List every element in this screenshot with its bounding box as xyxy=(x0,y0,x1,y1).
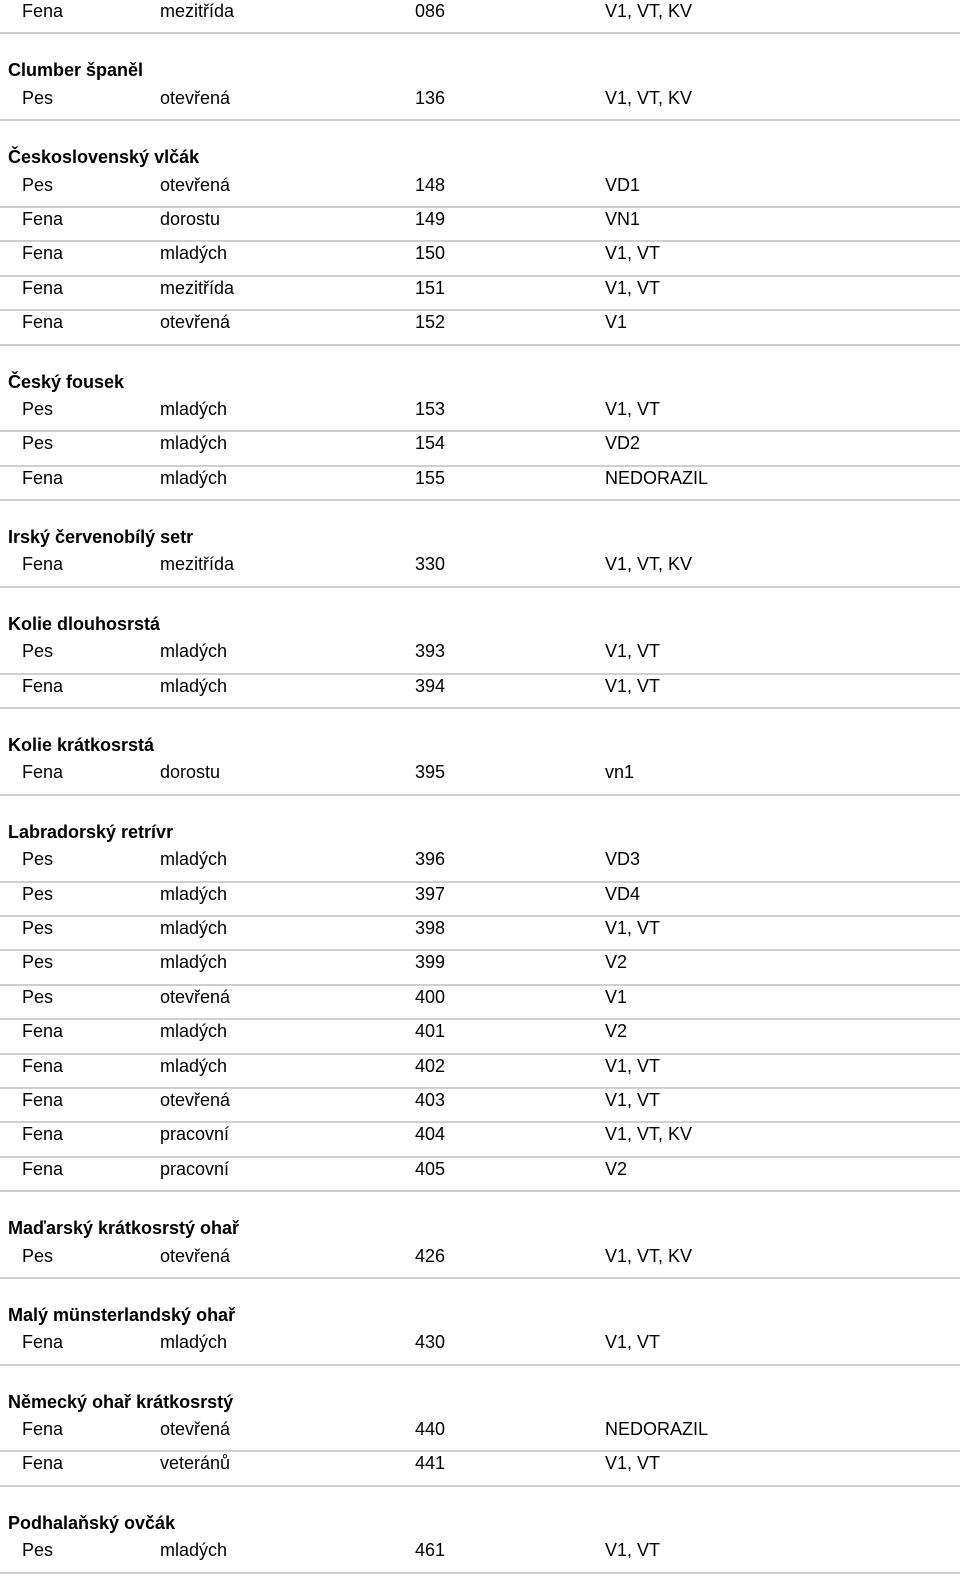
result-row xyxy=(0,883,960,917)
sex-cell: Pes xyxy=(22,1245,54,1266)
result-row xyxy=(0,174,960,208)
catalog-number-cell: 397 xyxy=(415,883,446,904)
catalog-number-cell: 148 xyxy=(415,174,446,195)
class-cell: mladých xyxy=(160,641,228,662)
breed-name: Irský červenobílý setr xyxy=(8,527,194,548)
class-cell: mladých xyxy=(160,1332,228,1353)
class-cell: mladých xyxy=(160,883,228,904)
class-cell: otevřená xyxy=(160,312,231,333)
grade-cell: V1, VT xyxy=(605,1332,661,1353)
sex-cell: Fena xyxy=(22,467,64,488)
class-cell: mladých xyxy=(160,952,228,973)
breed-section-header xyxy=(0,346,960,398)
grade-cell: VD3 xyxy=(605,849,641,870)
breed-name: Kolie dlouhosrstá xyxy=(8,613,161,634)
sex-cell: Fena xyxy=(22,1055,64,1076)
grade-cell: V1, VT xyxy=(605,1453,661,1474)
catalog-number-cell: 398 xyxy=(415,917,446,938)
breed-name: Labradorský retrívr xyxy=(8,821,174,842)
result-row xyxy=(0,311,960,345)
sex-cell: Fena xyxy=(22,1453,64,1474)
sex-cell: Pes xyxy=(22,883,54,904)
breed-section-header xyxy=(0,1487,960,1539)
sex-cell: Pes xyxy=(22,641,54,662)
class-cell: otevřená xyxy=(160,87,231,108)
sex-cell: Pes xyxy=(22,986,54,1007)
catalog-number-cell: 394 xyxy=(415,675,446,696)
breed-name: Malý münsterlandský ohař xyxy=(8,1304,236,1325)
sex-cell: Fena xyxy=(22,1124,64,1145)
breed-name: Český fousek xyxy=(8,371,125,392)
result-row xyxy=(0,553,960,587)
breed-name: Clumber španěl xyxy=(8,60,144,81)
result-row xyxy=(0,1539,960,1573)
breed-name: Maďarský krátkosrstý ohař xyxy=(8,1218,240,1239)
catalog-number-cell: 399 xyxy=(415,952,446,973)
result-row xyxy=(0,640,960,674)
breed-section-header xyxy=(0,1192,960,1244)
catalog-number-cell: 155 xyxy=(415,467,446,488)
result-row xyxy=(0,1331,960,1365)
grade-cell: V1 xyxy=(605,986,628,1007)
breed-name: Československý vlčák xyxy=(8,147,200,168)
grade-cell: V1, VT xyxy=(605,1540,661,1561)
sex-cell: Pes xyxy=(22,398,54,419)
sex-cell: Pes xyxy=(22,849,54,870)
breed-section-header xyxy=(0,1366,960,1418)
class-cell: mladých xyxy=(160,433,228,454)
class-cell: mladých xyxy=(160,243,228,264)
catalog-number-cell: 154 xyxy=(415,433,446,454)
catalog-number-cell: 404 xyxy=(415,1124,446,1145)
breed-section-header xyxy=(0,501,960,553)
breed-name: Německý ohař krátkosrstý xyxy=(8,1391,234,1412)
sex-cell: Pes xyxy=(22,952,54,973)
grade-cell: V1, VT, KV xyxy=(605,554,693,575)
catalog-number-cell: 441 xyxy=(415,1453,446,1474)
grade-cell: V1, VT xyxy=(605,641,661,662)
result-row xyxy=(0,398,960,432)
class-cell: mladých xyxy=(160,675,228,696)
grade-cell: V2 xyxy=(605,952,628,973)
result-row xyxy=(0,208,960,242)
class-cell: mezitřída xyxy=(160,277,235,298)
sex-cell: Pes xyxy=(22,174,54,195)
result-row xyxy=(0,1055,960,1089)
result-row xyxy=(0,1245,960,1279)
catalog-number-cell: 330 xyxy=(415,554,446,575)
grade-cell: V1, VT xyxy=(605,675,661,696)
class-cell: mladých xyxy=(160,1540,228,1561)
breed-name: Podhalaňský ovčák xyxy=(8,1512,176,1533)
sex-cell: Fena xyxy=(22,1,64,21)
sex-cell: Fena xyxy=(22,1021,64,1042)
class-cell: mladých xyxy=(160,398,228,419)
catalog-number-cell: 150 xyxy=(415,243,446,264)
sex-cell: Fena xyxy=(22,312,64,333)
catalog-number-cell: 153 xyxy=(415,398,446,419)
catalog-number-cell: 396 xyxy=(415,849,446,870)
catalog-number-cell: 086 xyxy=(415,1,446,21)
catalog-number-cell: 152 xyxy=(415,312,446,333)
sex-cell: Pes xyxy=(22,1540,54,1561)
grade-cell: NEDORAZIL xyxy=(605,467,709,488)
result-row xyxy=(0,675,960,709)
result-row xyxy=(0,1123,960,1157)
class-cell: mladých xyxy=(160,917,228,938)
grade-cell: V2 xyxy=(605,1021,628,1042)
result-row xyxy=(0,467,960,501)
catalog-number-cell: 136 xyxy=(415,87,446,108)
breed-section-header xyxy=(0,34,960,86)
catalog-number-cell: 149 xyxy=(415,208,446,229)
grade-cell: V1, VT xyxy=(605,398,661,419)
class-cell: mezitřída xyxy=(160,554,235,575)
grade-cell: vn1 xyxy=(605,762,635,783)
grade-cell: V1, VT, KV xyxy=(605,1124,693,1145)
result-row xyxy=(0,1452,960,1486)
breed-section-header xyxy=(0,1279,960,1331)
sex-cell: Fena xyxy=(22,675,64,696)
grade-cell: V1, VT, KV xyxy=(605,87,693,108)
class-cell: mladých xyxy=(160,849,228,870)
result-row xyxy=(0,432,960,466)
class-cell: dorostu xyxy=(160,762,221,783)
catalog-number-cell: 393 xyxy=(415,641,446,662)
result-row xyxy=(0,848,960,882)
catalog-number-cell: 403 xyxy=(415,1089,446,1110)
catalog-number-cell: 151 xyxy=(415,277,446,298)
catalog-number-cell: 402 xyxy=(415,1055,446,1076)
breed-section-header xyxy=(0,588,960,640)
result-row xyxy=(0,1158,960,1192)
grade-cell: V1, VT, KV xyxy=(605,1245,693,1266)
catalog-number-cell: 400 xyxy=(415,986,446,1007)
result-row xyxy=(0,1020,960,1054)
breed-name: Kolie krátkosrstá xyxy=(8,735,155,756)
sex-cell: Fena xyxy=(22,762,64,783)
grade-cell: VD2 xyxy=(605,433,641,454)
grade-cell: V1, VT xyxy=(605,1055,661,1076)
grade-cell: NEDORAZIL xyxy=(605,1419,709,1440)
result-row xyxy=(0,986,960,1020)
grade-cell: V1, VT xyxy=(605,243,661,264)
grade-cell: V1, VT xyxy=(605,277,661,298)
breed-section-header xyxy=(0,709,960,761)
class-cell: mladých xyxy=(160,1021,228,1042)
sex-cell: Fena xyxy=(22,243,64,264)
class-cell: pracovní xyxy=(160,1158,230,1179)
class-cell: otevřená xyxy=(160,1245,231,1266)
class-cell: otevřená xyxy=(160,1419,231,1440)
result-row xyxy=(0,277,960,311)
result-row xyxy=(0,917,960,951)
grade-cell: V1, VT xyxy=(605,917,661,938)
result-row xyxy=(0,242,960,276)
catalog-number-cell: 405 xyxy=(415,1158,446,1179)
sex-cell: Pes xyxy=(22,433,54,454)
class-cell: otevřená xyxy=(160,986,231,1007)
sex-cell: Pes xyxy=(22,917,54,938)
sex-cell: Fena xyxy=(22,1419,64,1440)
grade-cell: V1, VT, KV xyxy=(605,1,693,21)
class-cell: mladých xyxy=(160,1055,228,1076)
result-row xyxy=(0,87,960,121)
class-cell: dorostu xyxy=(160,208,221,229)
grade-cell: V2 xyxy=(605,1158,628,1179)
sex-cell: Fena xyxy=(22,554,64,575)
result-row xyxy=(0,1418,960,1452)
catalog-number-cell: 440 xyxy=(415,1419,446,1440)
grade-cell: VD4 xyxy=(605,883,641,904)
catalog-number-cell: 401 xyxy=(415,1021,446,1042)
result-row xyxy=(0,761,960,795)
sex-cell: Fena xyxy=(22,277,64,298)
grade-cell: VN1 xyxy=(605,208,641,229)
catalog-number-cell: 461 xyxy=(415,1540,446,1561)
grade-cell: VD1 xyxy=(605,174,641,195)
class-cell: otevřená xyxy=(160,1089,231,1110)
catalog-number-cell: 426 xyxy=(415,1245,446,1266)
catalog-number-cell: 430 xyxy=(415,1332,446,1353)
breed-section-header xyxy=(0,796,960,848)
class-cell: pracovní xyxy=(160,1124,230,1145)
result-row xyxy=(0,1089,960,1123)
sex-cell: Fena xyxy=(22,1158,64,1179)
catalog-number-cell: 395 xyxy=(415,762,446,783)
grade-cell: V1, VT xyxy=(605,1089,661,1110)
sex-cell: Fena xyxy=(22,1089,64,1110)
sex-cell: Pes xyxy=(22,87,54,108)
class-cell: mladých xyxy=(160,467,228,488)
breed-section-header xyxy=(0,121,960,173)
class-cell: otevřená xyxy=(160,174,231,195)
grade-cell: V1 xyxy=(605,312,628,333)
result-row xyxy=(0,0,960,34)
class-cell: veteránů xyxy=(160,1453,231,1474)
sex-cell: Fena xyxy=(22,208,64,229)
sex-cell: Fena xyxy=(22,1332,64,1353)
class-cell: mezitřída xyxy=(160,1,235,21)
result-row xyxy=(0,951,960,985)
